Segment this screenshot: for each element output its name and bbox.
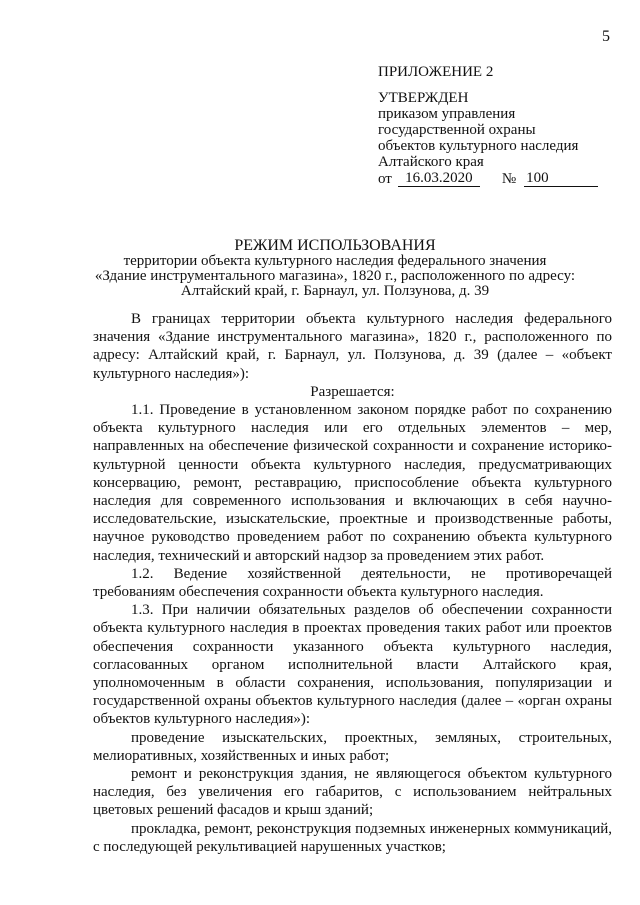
approval-line: государственной охраны — [378, 122, 536, 138]
approval-block — [378, 64, 618, 187]
intro-paragraph: В границах территории объекта культурного наследия федерального значения «Здание инструментального магазина», 1820 г., расположенного по адресу: Алтайский край, г. Барнаул, ул. Ползунова, д. 39 (далее – «объект культурного наследия»): — [93, 311, 612, 382]
allowed-heading: Разрешается: — [310, 383, 395, 400]
paragraph-1-2: 1.2. Ведение хозяйственной деятельности, не противоречащей требованиям обеспечения сохранности объекта культурного наследия. — [93, 565, 612, 601]
date-prefix: от — [378, 171, 392, 187]
number-sign: № — [501, 171, 517, 187]
paragraph-1-3: 1.3. При наличии обязательных разделов об обеспечении сохранности объекта культурного наследия в проектах проведения таких работ или проектов обеспечения сохранности указанного объекта культурного наследия, согласованных органом исполнительной власти Алтайского края, уполномоченным в области сохранения, использования, популяризации и государственной охраны объектов культурного наследия (далее – «орган охраны объектов культурного наследия»): — [93, 602, 612, 728]
order-number: 100 — [524, 171, 598, 187]
heading-line: «Здание инструментального магазина», 1820 г., расположенного по адресу: — [94, 268, 576, 284]
page-number: 5 — [602, 28, 610, 45]
approved-label: УТВЕРЖДЕН — [378, 90, 469, 106]
approval-line: Алтайского края — [378, 154, 484, 170]
approval-line: приказом управления — [378, 106, 516, 122]
list-item: ремонт и реконструкция здания, не являющегося объектом культурного наследия, без увеличения его габаритов, с использованием нейтральных цветовых решений фасадов и крыш зданий; — [93, 766, 612, 819]
heading-line: территории объекта культурного наследия федерального значения — [123, 253, 547, 269]
order-date: 16.03.2020 — [398, 171, 480, 187]
approval-line: объектов культурного наследия — [378, 138, 579, 154]
heading-line: Алтайский край, г. Барнаул, ул. Ползунова, д. 39 — [180, 283, 490, 299]
list-item: прокладка, ремонт, реконструкция подземных инженерных коммуникаций, с последующей рекультивацией нарушенных участков; — [93, 820, 612, 855]
heading-main: РЕЖИМ ИСПОЛЬЗОВАНИЯ — [234, 237, 436, 254]
appendix-title: ПРИЛОЖЕНИЕ 2 — [378, 64, 494, 80]
document-body — [93, 310, 612, 856]
document-heading — [60, 238, 610, 299]
order-reference — [378, 171, 618, 187]
list-item: проведение изыскательских, проектных, земляных, строительных, мелиоративных, хозяйственных и иных работ; — [93, 729, 612, 764]
paragraph-1-1: 1.1. Проведение в установленном законом порядке работ по сохранению объекта культурного наследия или его отдельных элементов – мер, направленных на обеспечение физической сохранности и сохранение историко-культурной ценности объекта культурного наследия, предусматривающих консервацию, ремонт, реставрацию, приспособление объекта культурного наследия для современного использования и включающих в себя научно-исследовательские, изыскательские, проектные и производственные работы, научное руководство проведением работ по сохранению объекта культурного наследия, технический и авторский надзор за проведением этих работ. — [93, 402, 612, 564]
